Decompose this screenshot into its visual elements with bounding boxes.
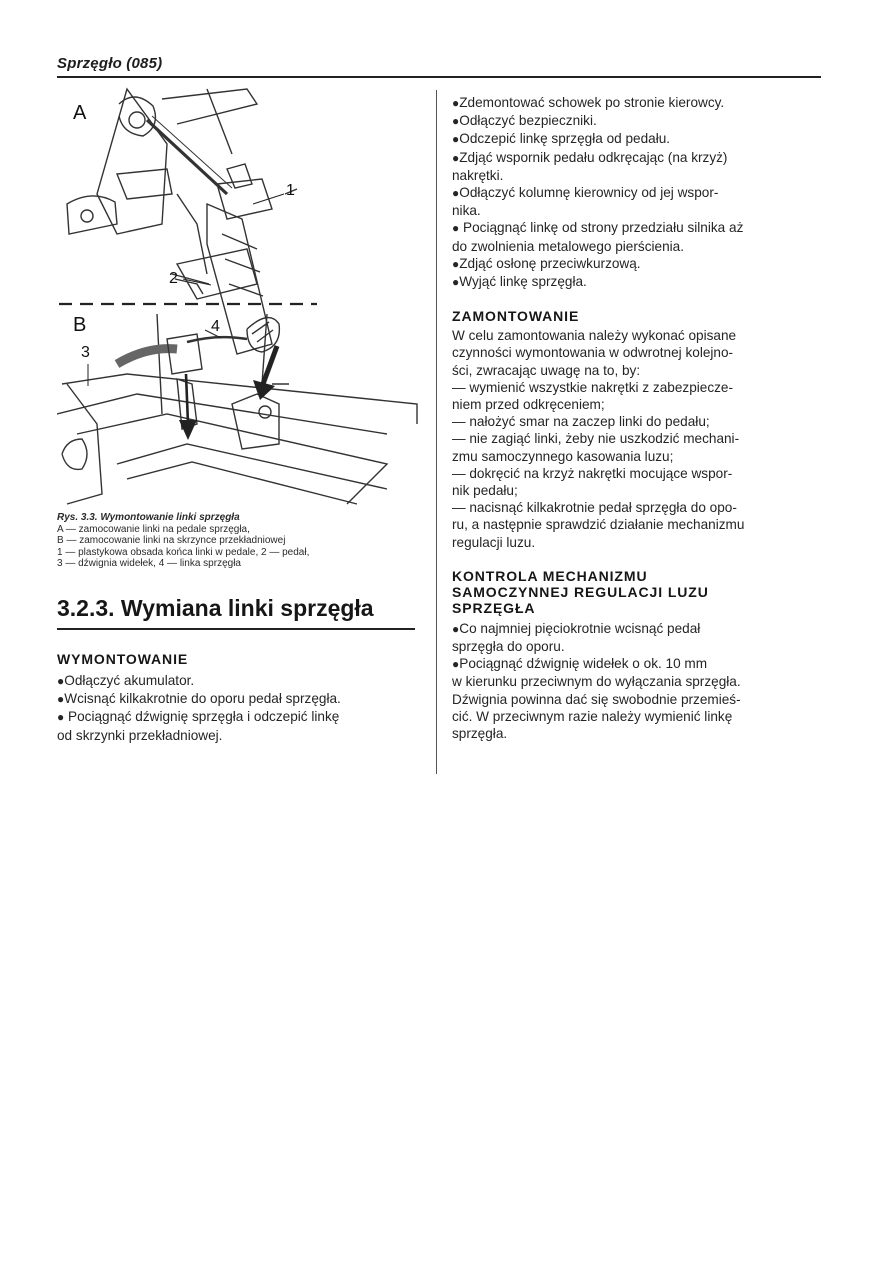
running-head: Sprzęgło (085)	[57, 55, 163, 72]
pull-direction-arrowhead	[179, 420, 197, 440]
installation-text	[452, 327, 822, 551]
text-line: — wymienić wszystkie nakrętki z zabezpiecze-	[452, 379, 734, 395]
control-text	[452, 620, 822, 742]
text-line: ści, zwracając uwagę na to, by:	[452, 362, 641, 378]
list-item-continuation: do zwolnienia metalowego pierścienia.	[452, 238, 684, 254]
list-item-continuation: sprzęgła do oporu.	[452, 639, 565, 655]
bullet-icon: ●	[452, 621, 460, 636]
figure-number-4: 4	[211, 318, 220, 335]
list-item	[452, 620, 822, 638]
figure-number-1: 1	[286, 182, 295, 199]
list-item-continuation: sprzęgła.	[452, 726, 508, 742]
list-item-text: Odłączyć kolumnę kierownicy od jej wspor-	[459, 185, 719, 201]
list-item	[452, 255, 822, 273]
list-item-text: Odłączyć bezpieczniki.	[459, 113, 597, 129]
caption-line: 3 — dźwignia widełek, 4 — linka sprzęgła	[57, 558, 241, 570]
figure-caption	[57, 512, 419, 570]
bullet-icon: ●	[452, 150, 460, 165]
figure-drawing	[57, 84, 419, 508]
text-line: zmu samoczynnego kasowania luzu;	[452, 448, 674, 464]
list-item-text: Odłączyć akumulator.	[64, 672, 195, 688]
caption-line: 1 — plastykowa obsada końca linki w pedale, 2 — pedał,	[57, 546, 310, 558]
removal-heading: WYMONTOWANIE	[57, 650, 189, 667]
section-title: 3.2.3. Wymiana linki sprzęgła	[57, 594, 374, 621]
column-divider	[436, 90, 437, 774]
list-item	[57, 690, 419, 708]
text-line: — nacisnąć kilkakrotnie pedał sprzęgła do opo-	[452, 500, 737, 516]
list-item-text: Co najmniej pięciokrotnie wcisnąć pedał	[459, 620, 701, 636]
text-line: — nie zagiąć linki, żeby nie uszkodzić mechani-	[452, 431, 740, 447]
text-line: niem przed odkręceniem;	[452, 397, 605, 413]
bullet-icon: ●	[57, 710, 65, 725]
list-item	[452, 112, 822, 130]
removal-steps-right	[452, 94, 822, 291]
list-item	[452, 273, 822, 291]
list-item-text: Odczepić linkę sprzęgła od pedału.	[459, 131, 671, 147]
list-item-text: Wcisnąć kilkakrotnie do oporu pedał sprzęgła.	[64, 691, 341, 707]
list-item-continuation: cić. W przeciwnym razie należy wymienić linkę	[452, 708, 733, 724]
removal-steps-left	[57, 672, 419, 744]
list-item-text: Pociągnąć linkę od strony przedziału silnika aż	[463, 220, 744, 236]
text-line: — dokręcić na krzyż nakrętki mocujące wspor-	[452, 465, 733, 481]
list-item-text: Zdemontować schowek po stronie kierowcy.	[459, 95, 725, 110]
pedal-view-a	[67, 89, 297, 354]
bullet-icon: ●	[452, 186, 460, 201]
list-item-continuation: od skrzynki przekładniowej.	[57, 727, 223, 743]
text-line: nik pedału;	[452, 483, 518, 499]
caption-title: Rys. 3.3. Wymontowanie linki sprzęgła	[57, 512, 240, 523]
list-item-text: Pociągnąć dźwignię widełek o ok. 10 mm	[459, 656, 708, 672]
figure-illustration	[57, 84, 419, 508]
press-direction-arrow	[263, 346, 277, 384]
left-column	[57, 84, 419, 744]
leader-line-1	[253, 194, 284, 204]
list-item-continuation: w kierunku przeciwnym do wyłączania sprzęgła.	[452, 674, 741, 690]
list-item-continuation: Dźwignia powinna dać się swobodnie przemieś-	[452, 691, 741, 707]
list-item-text: Wyjąć linkę sprzęgła.	[459, 274, 587, 290]
header-rule	[57, 76, 821, 78]
bullet-icon: ●	[452, 256, 460, 271]
control-heading-line: KONTROLA MECHANIZMU	[452, 567, 648, 584]
list-item	[57, 708, 419, 726]
list-item	[57, 672, 419, 690]
bullet-icon: ●	[452, 221, 460, 236]
list-item-text: Pociągnąć dźwignię sprzęgła i odczepić linkę	[68, 709, 340, 725]
caption-line: A — zamocowanie linki na pedale sprzęgła,	[57, 523, 250, 535]
text-line: W celu zamontowania należy wykonać opisane	[452, 328, 737, 344]
pull-direction-arrow	[186, 374, 188, 424]
list-item-continuation: nakrętki.	[452, 167, 504, 183]
bullet-icon: ●	[452, 275, 460, 290]
figure-label-b: B	[73, 314, 87, 336]
installation-heading: ZAMONTOWANIE	[452, 308, 580, 325]
gearbox-view-b	[57, 314, 417, 504]
caption-line: B — zamocowanie linki na skrzynce przekładniowej	[57, 535, 286, 547]
bullet-icon: ●	[452, 114, 460, 129]
figure-number-3: 3	[81, 344, 90, 361]
bullet-icon: ●	[452, 132, 460, 147]
bullet-icon: ●	[452, 657, 460, 672]
list-item-continuation: nika.	[452, 203, 481, 219]
text-line: ru, a następnie sprawdzić działanie mechanizmu	[452, 517, 745, 533]
text-line: regulacji luzu.	[452, 534, 536, 550]
control-heading-line: SAMOCZYNNEJ REGULACJI LUZU	[452, 583, 709, 600]
list-item	[452, 184, 822, 202]
right-column	[452, 94, 822, 742]
bullet-icon: ●	[57, 692, 65, 707]
bullet-icon: ●	[452, 96, 460, 110]
figure-label-a: A	[73, 102, 87, 124]
list-item-text: Zdjąć wspornik pedału odkręcając (na krzyż)	[459, 149, 728, 165]
section-rule	[57, 628, 415, 630]
figure-number-2: 2	[169, 270, 178, 287]
list-item	[452, 94, 822, 112]
list-item	[452, 149, 822, 167]
text-line: czynności wymontowania w odwrotnej kolejno-	[452, 345, 734, 361]
bullet-icon: ●	[57, 673, 65, 688]
control-heading	[452, 568, 822, 616]
list-item	[452, 130, 822, 148]
list-item-text: Zdjąć osłonę przeciwkurzową.	[459, 255, 641, 271]
text-line: — nałożyć smar na zaczep linki do pedału;	[452, 414, 710, 430]
control-heading-line: SPRZĘGŁA	[452, 599, 536, 616]
list-item	[452, 219, 822, 237]
list-item	[452, 655, 822, 673]
